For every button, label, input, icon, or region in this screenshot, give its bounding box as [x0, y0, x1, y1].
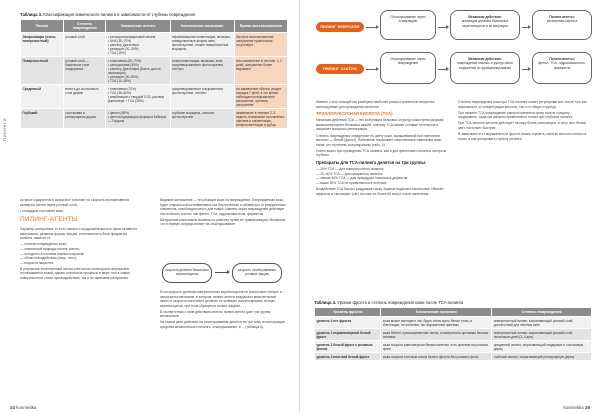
arrow-right-icon — [215, 272, 229, 273]
paragraph: которые кодируются в сыворотке и влияют на скорость проникновения активного агента через роговой слой; — [20, 198, 129, 207]
table-cell: роговой слой — [63, 33, 106, 57]
table-row — [21, 33, 288, 57]
subheading: Препараты для ТСА-пилинга делятся на три группы: — [316, 159, 427, 165]
table-cell: неравномерная пигментация, мелазма, комедональные формы акне, фотостарение, тонкие поверхностные морщины — [170, 33, 234, 57]
paragraph: При ТСА-пилинге кислота действует на кожу более равномерно, в силу чего белый цвет, поступает быстрее. — [458, 121, 586, 130]
table-cell: гиперпигментация, мелазма, акне, средневыраженное фотостарение, лентиго — [170, 57, 234, 85]
column-header: Уровень фроста — [315, 308, 381, 317]
table-peeling-depth — [20, 19, 288, 129]
paragraph: Очень важно при проведении ТСА-пилинга, как и для фенолового пилинга, контроль глубины. — [316, 148, 447, 158]
table-cell: восстановление в течение 1–2 дней, шелушение более выражено — [234, 57, 287, 85]
table-row — [21, 57, 288, 85]
pill-necrosis-peel: ПИЛИНГ НЕКРОЗОМ — [316, 22, 364, 32]
arrow-right-icon — [366, 69, 378, 70]
right-page — [300, 0, 600, 413]
table-cell: поверхностный пилинг, затрагивающий роговой слой, нескольких дней (1–4 дня) — [492, 329, 592, 341]
paragraph: Механизм действия ТСА — это коагуляция белковых структур кожи путем разрыва межмолекулярных белковых связей, поэтому ТСА-пилинг основан на некрозе и запускает процессы регенерации. — [316, 118, 444, 132]
table-row — [315, 341, 592, 353]
table-cell: средневыраженное и выраженное фотостарение, лентиго — [170, 85, 234, 109]
column-header: Степень повреждения — [63, 20, 106, 33]
flow-box-exfoliation: скорость отшелушивания роговых чешуек — [232, 263, 282, 283]
table-cell: кожа покрыта плотным слоем белого фроста без розового фона — [381, 353, 492, 361]
box-agents-damage: Пилинг-агенты: фенол, ТСА, гидроксикислоты, ферменты — [532, 52, 592, 84]
paragraph: На самом деле действие на отшелушивание делится на три типа, использующие средства механического пилинга, отшелушивание, и ... (таблица 4). — [160, 320, 285, 330]
paragraph: В результате естественный сигнал клеточного потенциала непрерывно отслеживается кожей, однако клеточные процессы в мере того в самых поверхностных слоях при воздействии, так и не замечаем шелушения. — [20, 266, 131, 280]
table-cell: вплоть до сосочкового слоя дермы — [63, 85, 106, 109]
right-column-2 — [458, 100, 588, 143]
paragraph: Воздействие ТСА быстро раздражает кожу. Кожные подкожно-тактильные «белые» эффекты и «вспышки» (см.) на коже не более 60 минут после нанесения. — [316, 187, 445, 196]
column-header: Пилинг — [21, 20, 64, 33]
right-column-1 — [316, 100, 448, 198]
table-cell: • гликолевая (70%) • ТСА (35–50%) • комбинация с твердой CO2, раствор Джесснера + ТСА (35%) — [106, 85, 170, 109]
left-column-2-cont — [160, 290, 286, 331]
table-cell: кожа покрыта равномерным белым налетом, есть эритема на розовом фоне — [381, 341, 492, 353]
arrow-right-icon — [522, 69, 530, 70]
table-row — [21, 85, 288, 109]
table-cell: кожа белеет, кратковременные пятна, а поверхность крепкими белыми пятнами — [381, 329, 492, 341]
renewal-flow-diagram — [162, 263, 284, 285]
paragraph: Если скорость деления поверхностных кератиноцитов не восполняет потери, и ... запускается механизм, в котором, пилинг-агенты разрушают межклеточные связи, и скорость клеточного деления не успевает компенсировать потерю кератиноцитов, при этом образуется пилинг-эффект. — [160, 290, 286, 308]
paragraph: Именно с этих позиций мы разберем наиболее распространенные вещества, используемые для проведения пилингов. — [316, 100, 435, 109]
table-cell: • резорцин/салициловый пилинг • АНА (30–70%) • раствор Джесснера • резорцин (20–30%) • ТСА (10%) — [106, 33, 170, 57]
bullet-list: — степени повреждения кожи; — химической природы пилинг-агента; — исходного состояния кожных покровов; — области воздействия (лицо, тело); — возраста пациента. — [20, 242, 85, 265]
arrow-right-icon — [438, 69, 448, 70]
page-number-left: 24 kosmetika — [10, 405, 37, 410]
table-frost-levels — [314, 307, 592, 361]
left-column-2 — [160, 198, 286, 228]
section-side-label: ПИЛИНГИ — [2, 118, 7, 141]
paragraph: Характер шелушения, то есть начало и продолжительность фазы активного шелушения, размеры формы чешуек, интенсивность боли придаются пилинга, зависят от: — [20, 227, 138, 241]
frost-table — [314, 300, 592, 361]
table-cell: • гликолевая (50–70%) • салициловая (30%) • раствор Джесснера (более долгое экспозиция) • резорцин (30–50%) • ТСА (10–30%) — [106, 57, 170, 85]
mechanism-diagram — [316, 8, 592, 92]
table-cell: уровень 3 плотный белый фрост — [315, 353, 381, 361]
table-cell: уровень 2 белый фрост с розовым фоном — [315, 341, 381, 353]
box-exfoliation-damage: Отшелушивание через повреждение — [380, 52, 436, 84]
paragraph: В зависимости от выраженности фроста можно оценить, сколько кислоты попало в ткани, и контролировать глубину пилинга. — [458, 132, 587, 141]
arrow-right-icon — [366, 27, 378, 28]
table-cell: сосочковая и ретикулярная дерма — [63, 109, 106, 129]
table-cell: Поверхностный — [21, 57, 64, 85]
flow-box-division: скорость деления базальных кератиноцитов — [162, 263, 212, 283]
table-cell: глубокий пилинг, затрагивающий ретикулярную дерму — [492, 353, 592, 361]
pill-scheme-peel: ПИЛИНГ СХАТОМ — [316, 64, 364, 74]
table-title: Таблица 4. Уровни фроста и степень повреждения кожи после ТСА-пилинга — [314, 300, 464, 305]
column-header: Химические агенты — [106, 20, 170, 33]
table-title: Таблица 3. Классификация химического пилинга в зависимости от глубины повреждения — [20, 12, 196, 17]
left-column-1 — [20, 198, 140, 282]
column-header: Клинические показания — [170, 20, 234, 33]
table-cell: быстрое восстановление, шелушение практически отсутствует — [234, 33, 287, 57]
table-cell: роговой слой — базальные слои эпидермиса — [63, 57, 106, 85]
table-cell: Эксфолиация (очень поверхностный) — [21, 33, 64, 57]
table-cell: поверхностный пилинг, затрагивающий роговой слой, достаточный для лечения акне — [492, 317, 592, 329]
table-cell: на заживление обычно уходит порядка 7 дней, в это время наблюдается выраженное шелушение, эритема, шелушение — [234, 85, 287, 109]
table-row — [315, 353, 592, 361]
table-cell: глубокие морщины, сильное фотостарение — [170, 109, 234, 129]
table-row — [315, 329, 592, 341]
box-mechanism-stimulation: Механизм действия: активация деления базальных кератиноцитов и их миграции — [450, 10, 520, 40]
table-row — [315, 317, 592, 329]
arrow-right-icon — [438, 27, 448, 28]
box-agents-stimulation: Пилинг-агенты: ретиноевая кислота — [532, 10, 592, 40]
table-cell: • фенол (88%) • фенолсодержащая формула Бейкера — Гордона — [106, 109, 170, 129]
paragraph: • площадью состояния кожи. — [20, 208, 65, 213]
table-cell: срединный пилинг, затрагивающий эпидермис и сосочковую дерму — [492, 341, 592, 353]
classification-table — [20, 12, 288, 129]
column-header: Клинические признаки — [381, 308, 492, 317]
column-header: Степень повреждения — [492, 308, 592, 317]
arrow-right-icon — [522, 27, 530, 28]
paragraph: Видимое шелушение — это реакция кожи на повреждение. Поврежденная кожа будет стараться восстанавливать как биологически и избавиться от разрушенных элементов, освобождая место для новых. Именно через повреждение действует почти пилинг агенты, как фенол, ТСА, гидроксикислоты, ферменты. — [160, 198, 286, 216]
box-mechanism-damage: Механизм действия: повреждение кожных структур и/или нарушение их функционирования — [450, 52, 520, 84]
paragraph: При пилинге ТСА повреждение распространяется сразу на всю толщину эпидермиса, тогда как фенолы применяются только при глубоком пилинге. — [458, 110, 574, 120]
table-cell: Глубокий — [21, 109, 64, 129]
table-cell: уровень 0 нет фроста — [315, 317, 381, 329]
box-exfoliation-stimulation: Отшелушивание через стимуляцию — [380, 10, 436, 40]
table-row — [21, 109, 288, 129]
table-cell: уровень 1 неравномерный белый фрост — [315, 329, 381, 341]
column-header: Время восстановления — [234, 20, 287, 33]
section-heading: ПИЛИНГ-АГЕНТЫ — [20, 216, 78, 224]
section-heading: ТРИХЛОРУКСУСНАЯ КИСЛОТА (ТСА) — [316, 111, 393, 117]
paragraph: Степень повреждения определяют по цвету кожи, окрашиваемой при нанесении кислоты — белый (фрост). Побеление показывает качественные изменения кожи, такие, что протеины коагулированы (табл. 4). — [316, 133, 443, 147]
paragraph: В соответствии с этим действием агенты пилинг-агента дает три группы механизмов. — [160, 309, 271, 319]
paragraph: Шелушение кожи можно вызвать по-разному путем ее травматизации. Механизм, что в первую очередь влияет на отшелушивание: — [160, 217, 286, 227]
bullet-list: — 20% ТСА — для поверхностного пилинга; — 20–40% ТСА — для срединного пилинга; — свыше 40% ТСА — для процедуры локальных дефектов; — выше 50% ТСА не применяются в эстетике. — [316, 167, 409, 185]
table-cell: кожа может выглядеть так, будто очень мало белых точек, в блестящие, ни эпителия, нет выраженной эритемы — [381, 317, 492, 329]
table-cell: заживление в течение 2–3 недель, возможные осложнения: эритема и пигментация, гиперпигментация и рубцы — [234, 109, 287, 129]
table-cell: Срединный — [21, 85, 64, 109]
page-number-right: kosmetika 25 — [563, 405, 590, 410]
paragraph: Степень повреждения кожи при ТСА-пилинге может регулироваться: после того как зависимость от концентрации кислоты, так и от общих структур. — [458, 100, 587, 109]
